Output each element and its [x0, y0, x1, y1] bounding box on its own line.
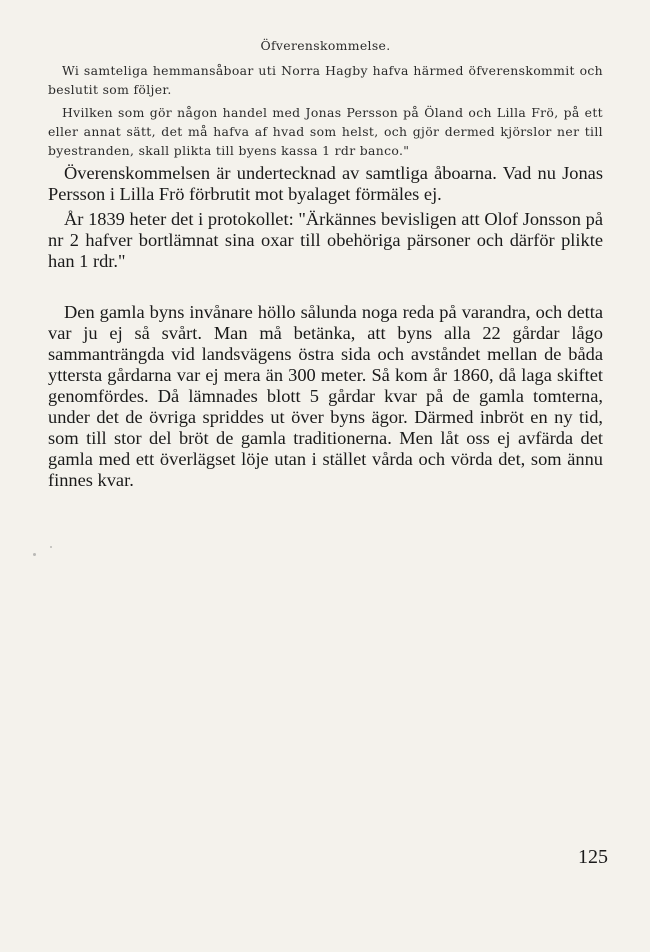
- body-paragraph: Överenskommelsen är undertecknad av samtliga åboarna. Vad nu Jonas Persson i Lilla Frö förbrutit mot byalaget förmäles ej.: [48, 163, 603, 204]
- page-number: 125: [578, 846, 608, 868]
- paper-speck: [33, 553, 36, 556]
- agreement-paragraph: Hvilken som gör någon handel med Jonas Persson på Öland och Lilla Frö, på ett eller annat sätt, det må hafva af hvad som helst, och gjör dermed kjörslor ner till byestranden, skall plikta till byens kassa 1 rdr banco.": [48, 105, 603, 158]
- quoted-agreement: [48, 36, 603, 164]
- agreement-title: Öfverenskommelse.: [260, 38, 391, 53]
- paper-speck: [50, 546, 52, 548]
- agreement-paragraph: Wi samteliga hemmansåboar uti Norra Hagby hafva härmed öfverenskommit och beslutit som följer.: [48, 63, 603, 97]
- body-paragraph: Den gamla byns invånare höllo sålunda noga reda på varandra, och detta var ju ej så svårt. Man må betänka, att byns alla 22 gårdar lågo sammanträngda vid landsvägens östra sida och avståndet mellan de båda yttersta gårdarna var ej mera än 300 meter. Så kom år 1860, då laga skiftet genomfördes. Då lämnades blott 5 gårdar kvar på de gamla tomterna, under det de övriga spriddes ut över byns ägor. Därmed inbröt en ny tid, som till stor del bröt de gamla traditionerna. Men låt oss ej avfärda det gamla med ett överlägset löje utan i stället vårda och vörda det, som ännu finnes kvar.: [48, 302, 603, 490]
- body-text: [48, 163, 603, 491]
- body-paragraph: År 1839 heter det i protokollet: "Ärkännes bevisligen att Olof Jonsson på nr 2 hafver bortlämnat sina oxar till obehöriga pärsoner och därför plikte han 1 rdr.": [48, 209, 603, 271]
